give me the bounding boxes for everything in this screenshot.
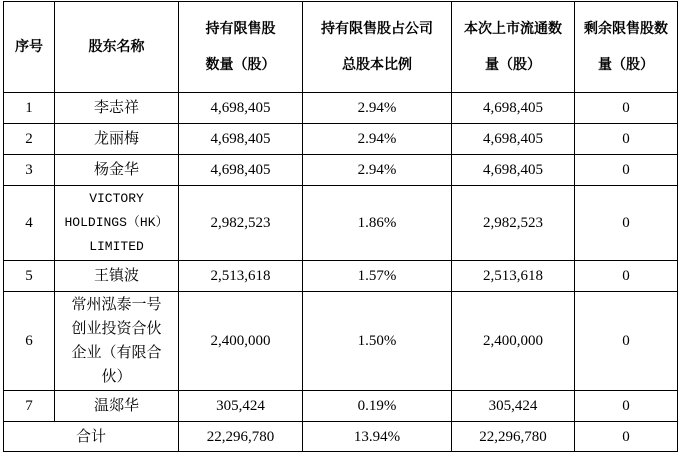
- cell-held: 4,698,405: [179, 124, 303, 155]
- total-ratio: 13.94%: [303, 422, 452, 452]
- header-remain-line1: 剩余限售股数: [584, 21, 668, 37]
- total-held: 22,296,780: [179, 422, 303, 452]
- cell-held: 305,424: [179, 391, 303, 422]
- cell-held: 4,698,405: [179, 155, 303, 186]
- cell-ratio: 1.86%: [303, 186, 452, 261]
- total-label: 合计: [4, 422, 179, 452]
- total-row: [4, 422, 678, 452]
- cell-seq: 2: [4, 124, 55, 155]
- cell-name: 龙丽梅: [55, 124, 179, 155]
- cell-held: 2,513,618: [179, 261, 303, 292]
- cell-name: 王镇波: [55, 261, 179, 292]
- cell-held: 2,982,523: [179, 186, 303, 261]
- cell-name: [55, 186, 179, 261]
- cell-remain: 0: [575, 261, 678, 292]
- table-row: [4, 186, 678, 261]
- cell-name: 温郯华: [55, 391, 179, 422]
- header-listed: [452, 2, 575, 93]
- cell-seq: 4: [4, 186, 55, 261]
- header-ratio: [303, 2, 452, 93]
- cell-seq: 3: [4, 155, 55, 186]
- header-listed-line2: 量（股）: [485, 57, 541, 73]
- total-listed: 22,296,780: [452, 422, 575, 452]
- cell-seq: 1: [4, 93, 55, 124]
- name-line: 常州泓泰一号: [71, 297, 162, 313]
- cell-remain: 0: [575, 124, 678, 155]
- restricted-shares-table: [3, 1, 678, 452]
- header-held-line2: 数量（股）: [205, 57, 276, 73]
- total-remain: 0: [575, 422, 678, 452]
- cell-held: 4,698,405: [179, 93, 303, 124]
- cell-ratio: 2.94%: [303, 93, 452, 124]
- cell-name: 李志祥: [55, 93, 179, 124]
- cell-listed: 4,698,405: [452, 124, 575, 155]
- header-row: [4, 2, 678, 93]
- cell-seq: 5: [4, 261, 55, 292]
- cell-listed: 4,698,405: [452, 155, 575, 186]
- cell-ratio: 1.57%: [303, 261, 452, 292]
- cell-name: [55, 292, 179, 391]
- cell-remain: 0: [575, 186, 678, 261]
- header-remain-line2: 量（股）: [598, 57, 654, 73]
- cell-name: 杨金华: [55, 155, 179, 186]
- table-row: [4, 93, 678, 124]
- header-ratio-line2: 总股本比例: [342, 57, 412, 73]
- name-line: 伙）: [101, 369, 132, 385]
- cell-listed: 2,982,523: [452, 186, 575, 261]
- name-line: HOLDINGS（HK）: [64, 215, 169, 230]
- cell-listed: 2,513,618: [452, 261, 575, 292]
- cell-seq: 6: [4, 292, 55, 391]
- cell-seq: 7: [4, 391, 55, 422]
- table-row: [4, 292, 678, 391]
- header-seq: 序号: [4, 2, 55, 93]
- name-line: VICTORY: [89, 191, 144, 206]
- cell-remain: 0: [575, 155, 678, 186]
- cell-ratio: 2.94%: [303, 124, 452, 155]
- header-name: 股东名称: [55, 2, 179, 93]
- header-remain: [575, 2, 678, 93]
- header-held-line1: 持有限售股: [205, 21, 276, 37]
- cell-ratio: 1.50%: [303, 292, 452, 391]
- cell-ratio: 2.94%: [303, 155, 452, 186]
- table-row: [4, 124, 678, 155]
- cell-held: 2,400,000: [179, 292, 303, 391]
- table-row: [4, 391, 678, 422]
- header-listed-line1: 本次上市流通数: [464, 21, 562, 37]
- cell-listed: 305,424: [452, 391, 575, 422]
- header-held: [179, 2, 303, 93]
- name-line: 创业投资合伙: [71, 321, 162, 337]
- cell-listed: 2,400,000: [452, 292, 575, 391]
- name-line: LIMITED: [89, 239, 144, 254]
- table-row: [4, 261, 678, 292]
- cell-remain: 0: [575, 292, 678, 391]
- cell-remain: 0: [575, 391, 678, 422]
- cell-listed: 4,698,405: [452, 93, 575, 124]
- cell-ratio: 0.19%: [303, 391, 452, 422]
- name-line: 企业（有限合: [71, 345, 162, 361]
- table-row: [4, 155, 678, 186]
- header-ratio-line1: 持有限售股占公司: [321, 21, 433, 37]
- cell-remain: 0: [575, 93, 678, 124]
